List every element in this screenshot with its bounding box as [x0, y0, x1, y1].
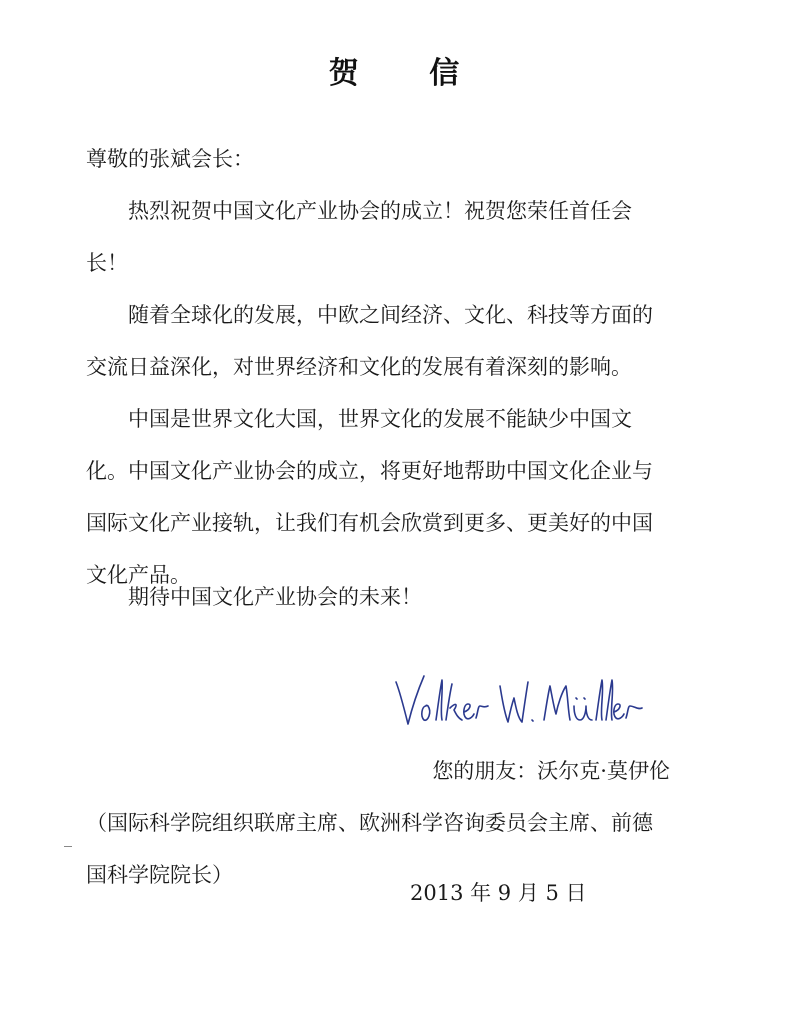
paragraph-congratulations: 热烈祝贺中国文化产业协会的成立！祝贺您荣任首任会长！ [86, 199, 632, 275]
paragraph-globalization: 随着全球化的发展，中欧之间经济、文化、科技等方面的交流日益深化，对世界经济和文化的发展有着深刻的影响。 [86, 303, 653, 379]
scan-speck [64, 846, 72, 847]
handwritten-signature [392, 668, 662, 738]
paragraph-chinese-culture: 中国是世界文化大国，世界文化的发展不能缺少中国文化。中国文化产业协会的成立，将更好地帮助中国文化企业与国际文化产业接轨，让我们有机会欣赏到更多、更美好的中国文化产品。 [86, 407, 653, 587]
sender-affiliation: （国际科学院组织联席主席、欧洲科学咨询委员会主席、前德国科学院院长） [86, 811, 653, 887]
paragraph-future: 期待中国文化产业协会的未来！ [128, 585, 422, 609]
sender-line: 您的朋友：沃尔克·莫伊伦 [432, 759, 670, 783]
letter-date: 2013 年 9 月 5 日 [410, 881, 587, 905]
letter-title: 贺 信 [328, 56, 490, 91]
salutation: 尊敬的张斌会长： [86, 147, 254, 171]
